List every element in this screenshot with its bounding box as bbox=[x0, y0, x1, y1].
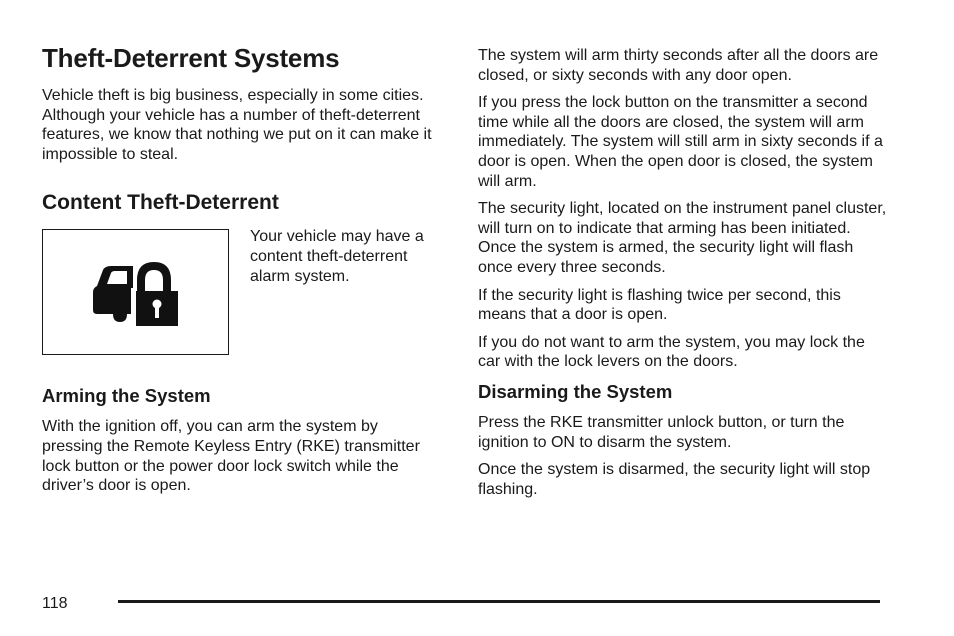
car-lock-icon bbox=[93, 258, 179, 330]
security-light-paragraph: The security light, located on the instrument panel cluster, will turn on to indicate that arming has been initiated. Once the system is armed, the security light will flash once every three seconds. bbox=[478, 200, 887, 276]
disarmed-light-paragraph: Once the system is disarmed, the security light will stop flashing. bbox=[478, 461, 871, 498]
page-number: 118 bbox=[42, 595, 68, 612]
disarming-heading: Disarming the System bbox=[478, 380, 673, 402]
door-open-paragraph: If the security light is flashing twice per second, this means that a door is open. bbox=[478, 286, 841, 324]
page-title: Theft-Deterrent Systems bbox=[42, 43, 340, 73]
left-column bbox=[42, 42, 442, 496]
arm-immediate-paragraph: If you press the lock button on the transmitter a second time while all the doors are closed, the system will arm immediately. The system will still arm in sixty seconds if a door is open. When the open door is closed, the system will arm. bbox=[478, 94, 883, 190]
figure-row bbox=[42, 229, 442, 355]
intro-paragraph: Vehicle theft is big business, especially in some cities. Although your vehicle has a number of theft-deterrent features, we know that nothing we put on it can make it impossible to steal. bbox=[42, 87, 432, 163]
lock-levers-paragraph: If you do not want to arm the system, you may lock the car with the lock levers on the doors. bbox=[478, 333, 865, 371]
arm-timing-paragraph: The system will arm thirty seconds after all the doors are closed, or sixty seconds with any door open. bbox=[478, 47, 879, 84]
security-symbol-box bbox=[42, 229, 229, 355]
arming-heading: Arming the System bbox=[42, 385, 211, 407]
arming-paragraph: With the ignition off, you can arm the system by pressing the Remote Keyless Entry (RKE) transmitter lock button or the power door lock switch while the driver’s door is open. bbox=[42, 418, 420, 495]
figure-caption: Your vehicle may have a content theft-deterrent alarm system. bbox=[250, 228, 424, 285]
content-theft-heading: Content Theft-Deterrent bbox=[42, 191, 279, 215]
footer-rule bbox=[118, 600, 880, 603]
right-column bbox=[478, 46, 888, 507]
disarm-paragraph: Press the RKE transmitter unlock button, or turn the ignition to ON to disarm the system. bbox=[478, 413, 845, 451]
